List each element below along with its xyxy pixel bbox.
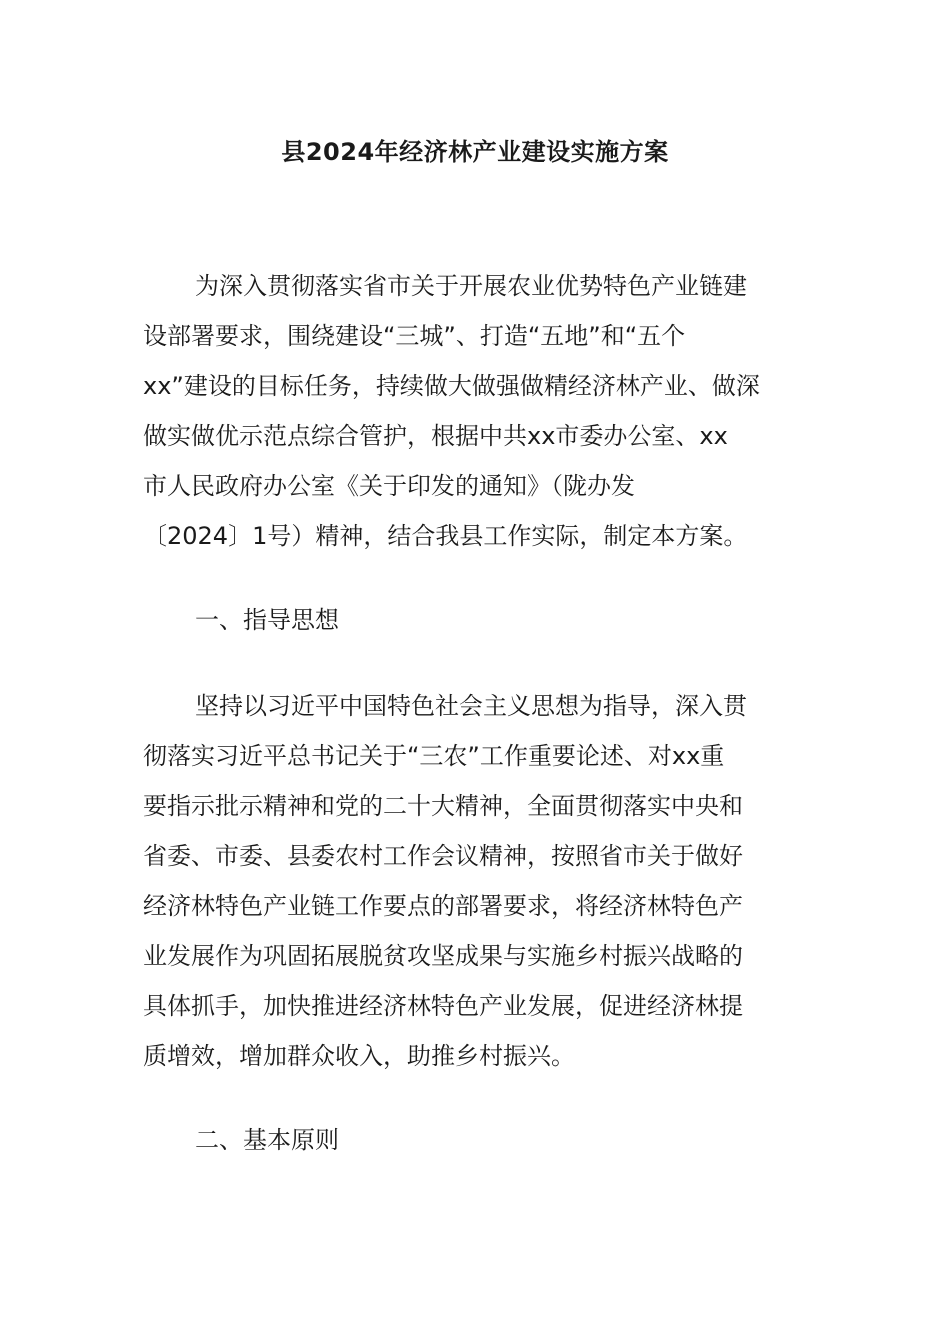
- intro-line: 做实做优示范点综合管护，根据中共xx市委办公室、xx: [143, 422, 728, 450]
- section-heading-guiding-ideology: 一、指导思想: [195, 606, 339, 634]
- section1-line: 要指示批示精神和党的二十大精神，全面贯彻落实中央和: [143, 792, 743, 820]
- section-heading-basic-principles: 二、基本原则: [195, 1126, 339, 1154]
- intro-line: 〔2024〕1号）精神，结合我县工作实际，制定本方案。: [143, 522, 748, 550]
- section1-line: 具体抓手，加快推进经济林特色产业发展，促进经济林提: [143, 992, 743, 1020]
- section1-line: 质增效，增加群众收入，助推乡村振兴。: [143, 1042, 575, 1070]
- section1-line: 省委、市委、县委农村工作会议精神，按照省市关于做好: [143, 842, 743, 870]
- intro-line: 市人民政府办公室《关于印发的通知》（陇办发: [143, 472, 635, 500]
- intro-line: xx”建设的目标任务，持续做大做强做精经济林产业、做深: [143, 372, 760, 400]
- section1-line: 彻落实习近平总书记关于“三农”工作重要论述、对xx重: [143, 742, 725, 770]
- intro-line: 设部署要求，围绕建设“三城”、打造“五地”和“五个: [143, 322, 686, 350]
- section1-line: 业发展作为巩固拓展脱贫攻坚成果与实施乡村振兴战略的: [143, 942, 743, 970]
- intro-line: 为深入贯彻落实省市关于开展农业优势特色产业链建: [195, 272, 747, 300]
- document-title: 县2024年经济林产业建设实施方案: [281, 138, 669, 166]
- section1-line: 坚持以习近平中国特色社会主义思想为指导，深入贯: [195, 692, 747, 720]
- section1-line: 经济林特色产业链工作要点的部署要求，将经济林特色产: [143, 892, 743, 920]
